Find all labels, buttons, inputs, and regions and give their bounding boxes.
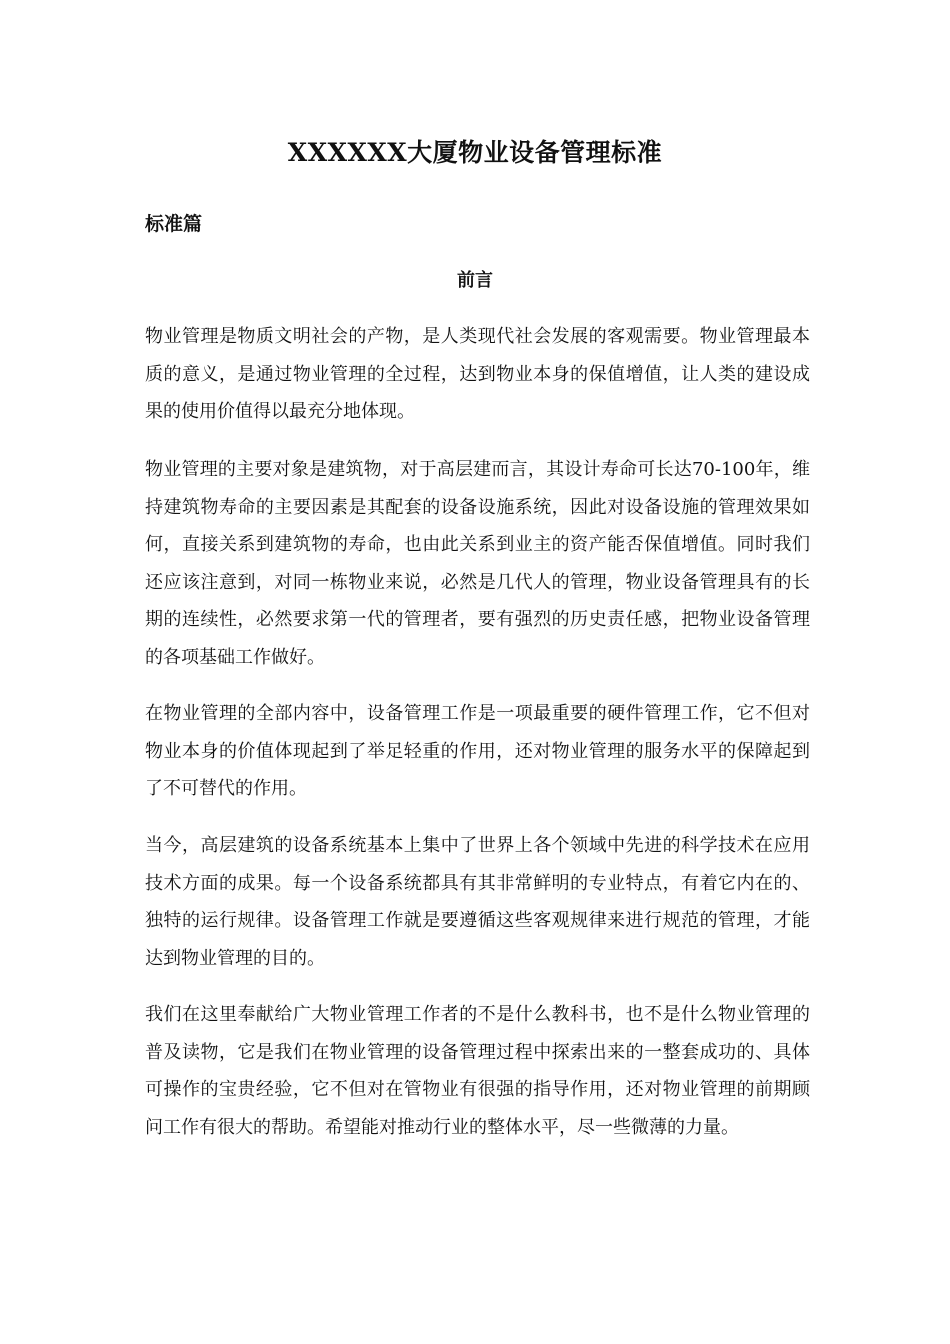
paragraph-2: 物业管理的主要对象是建筑物，对于高层建而言，其设计寿命可长达70-100年，维持建筑物寿命的主要因素是其配套的设备设施系统，因此对设备设施的管理效果如何，直接关系到建筑物的寿命，也由此关系到业主的资产能否保值增值。同时我们还应该注意到，对同一栋物业来说，必然是几代人的管理，物业设备管理具有的长期的连续性，必然要求第一代的管理者，要有强烈的历史责任感，把物业设备管理的各项基础工作做好。 bbox=[145, 459, 810, 668]
preface-heading: 前言 bbox=[457, 270, 493, 291]
paragraph-4: 当今，高层建筑的设备系统基本上集中了世界上各个领域中先进的科学技术在应用技术方面的成果。每一个设备系统都具有其非常鲜明的专业特点，有着它内在的、独特的运行规律。设备管理工作就是要遵循这些客观规律来进行规范的管理，才能达到物业管理的目的。 bbox=[145, 835, 810, 969]
document-title: XXXXXX大厦物业设备管理标准 bbox=[287, 138, 663, 167]
paragraph-5: 我们在这里奉献给广大物业管理工作者的不是什么教科书，也不是什么物业管理的普及读物，它是我们在物业管理的设备管理过程中探索出来的一整套成功的、具体可操作的宝贵经验，它不但对在管物业有很强的指导作用，还对物业管理的前期顾问工作有很大的帮助。希望能对推动行业的整体水平，尽一些微薄的力量。 bbox=[145, 1004, 810, 1138]
section-heading: 标准篇 bbox=[145, 213, 203, 235]
paragraph-1: 物业管理是物质文明社会的产物，是人类现代社会发展的客观需要。物业管理最本质的意义，是通过物业管理的全过程，达到物业本身的保值增值，让人类的建设成果的使用价值得以最充分地体现。 bbox=[145, 326, 810, 422]
paragraph-3: 在物业管理的全部内容中，设备管理工作是一项最重要的硬件管理工作，它不但对物业本身的价值体现起到了举足轻重的作用，还对物业管理的服务水平的保障起到了不可替代的作用。 bbox=[145, 703, 810, 799]
